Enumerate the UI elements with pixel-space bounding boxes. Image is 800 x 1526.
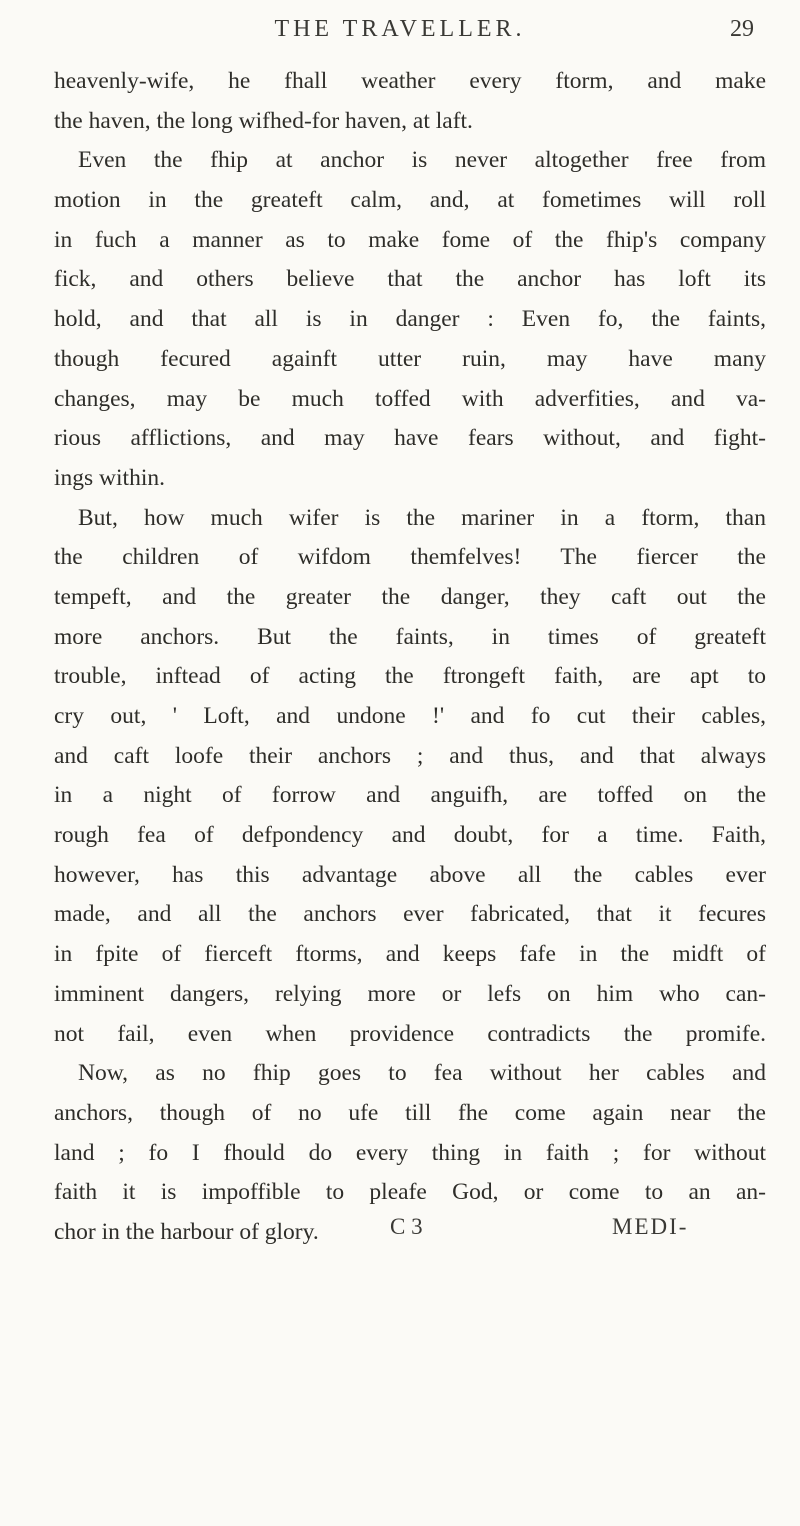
running-title: THE TRAVELLER. (274, 16, 526, 42)
text-line: the haven, the long wifhed-for haven, at laft. (54, 107, 473, 134)
text-line: faith it is impoffible to pleafe God, or come to an an- (54, 1179, 766, 1206)
text-line: more anchors. But the faints, in times of greateft (54, 623, 766, 650)
text-line: Even the fhip at anchor is never altogether free from (78, 147, 766, 174)
text-line: fick, and others believe that the anchor has loft its (54, 266, 766, 293)
text-line: trouble, inftead of acting the ftrongeft faith, are apt to (54, 663, 766, 690)
body-text (54, 62, 766, 1253)
text-line: rough fea of defpondency and doubt, for a time. Faith, (54, 822, 766, 849)
text-line: tempeft, and the greater the danger, they caft out the (54, 583, 766, 610)
text-line: heavenly-wife, he fhall weather every ftorm, and make (54, 68, 766, 94)
page-footer (0, 1214, 800, 1254)
text-line: changes, may be much toffed with adverfities, and va- (54, 385, 766, 412)
text-line: land ; fo I fhould do every thing in faith ; for without (54, 1139, 766, 1166)
text-line: though fecured againft utter ruin, may have many (54, 345, 766, 372)
text-line: hold, and that all is in danger : Even fo, the faints, (54, 306, 766, 333)
text-line: But, how much wifer is the mariner in a ftorm, than (78, 504, 766, 531)
text-line: Now, as no fhip goes to fea without her cables and (78, 1060, 766, 1087)
text-line: cry out, ' Loft, and undone !' and fo cut their cables, (54, 703, 766, 729)
text-line: not fail, even when providence contradicts the promife. (54, 1020, 766, 1047)
text-line: the children of wifdom themfelves! The fiercer the (54, 544, 766, 571)
text-line: in fuch a manner as to make fome of the fhip's company (54, 226, 766, 253)
text-line: in fpite of fierceft ftorms, and keeps fafe in the midft of (54, 941, 766, 968)
text-line: motion in the greateft calm, and, at fometimes will roll (54, 187, 766, 214)
catchword: MEDI- (612, 1214, 689, 1239)
signature-mark: C 3 (390, 1214, 423, 1239)
text-line: chor in the harbour of glory. (54, 1218, 319, 1245)
text-line: ings within. (54, 464, 165, 491)
text-line: imminent dangers, relying more or lefs on him who can- (54, 980, 766, 1007)
page-number: 29 (730, 16, 754, 42)
running-head (0, 16, 800, 56)
text-line: anchors, though of no ufe till fhe come again near the (54, 1099, 766, 1126)
text-line: in a night of forrow and anguifh, are toffed on the (54, 782, 766, 809)
text-line: and caft loofe their anchors ; and thus, and that always (54, 742, 766, 769)
text-line: made, and all the anchors ever fabricated, that it fecures (54, 901, 766, 928)
text-line: rious afflictions, and may have fears without, and fight- (54, 425, 766, 452)
text-line: however, has this advantage above all the cables ever (54, 861, 766, 888)
